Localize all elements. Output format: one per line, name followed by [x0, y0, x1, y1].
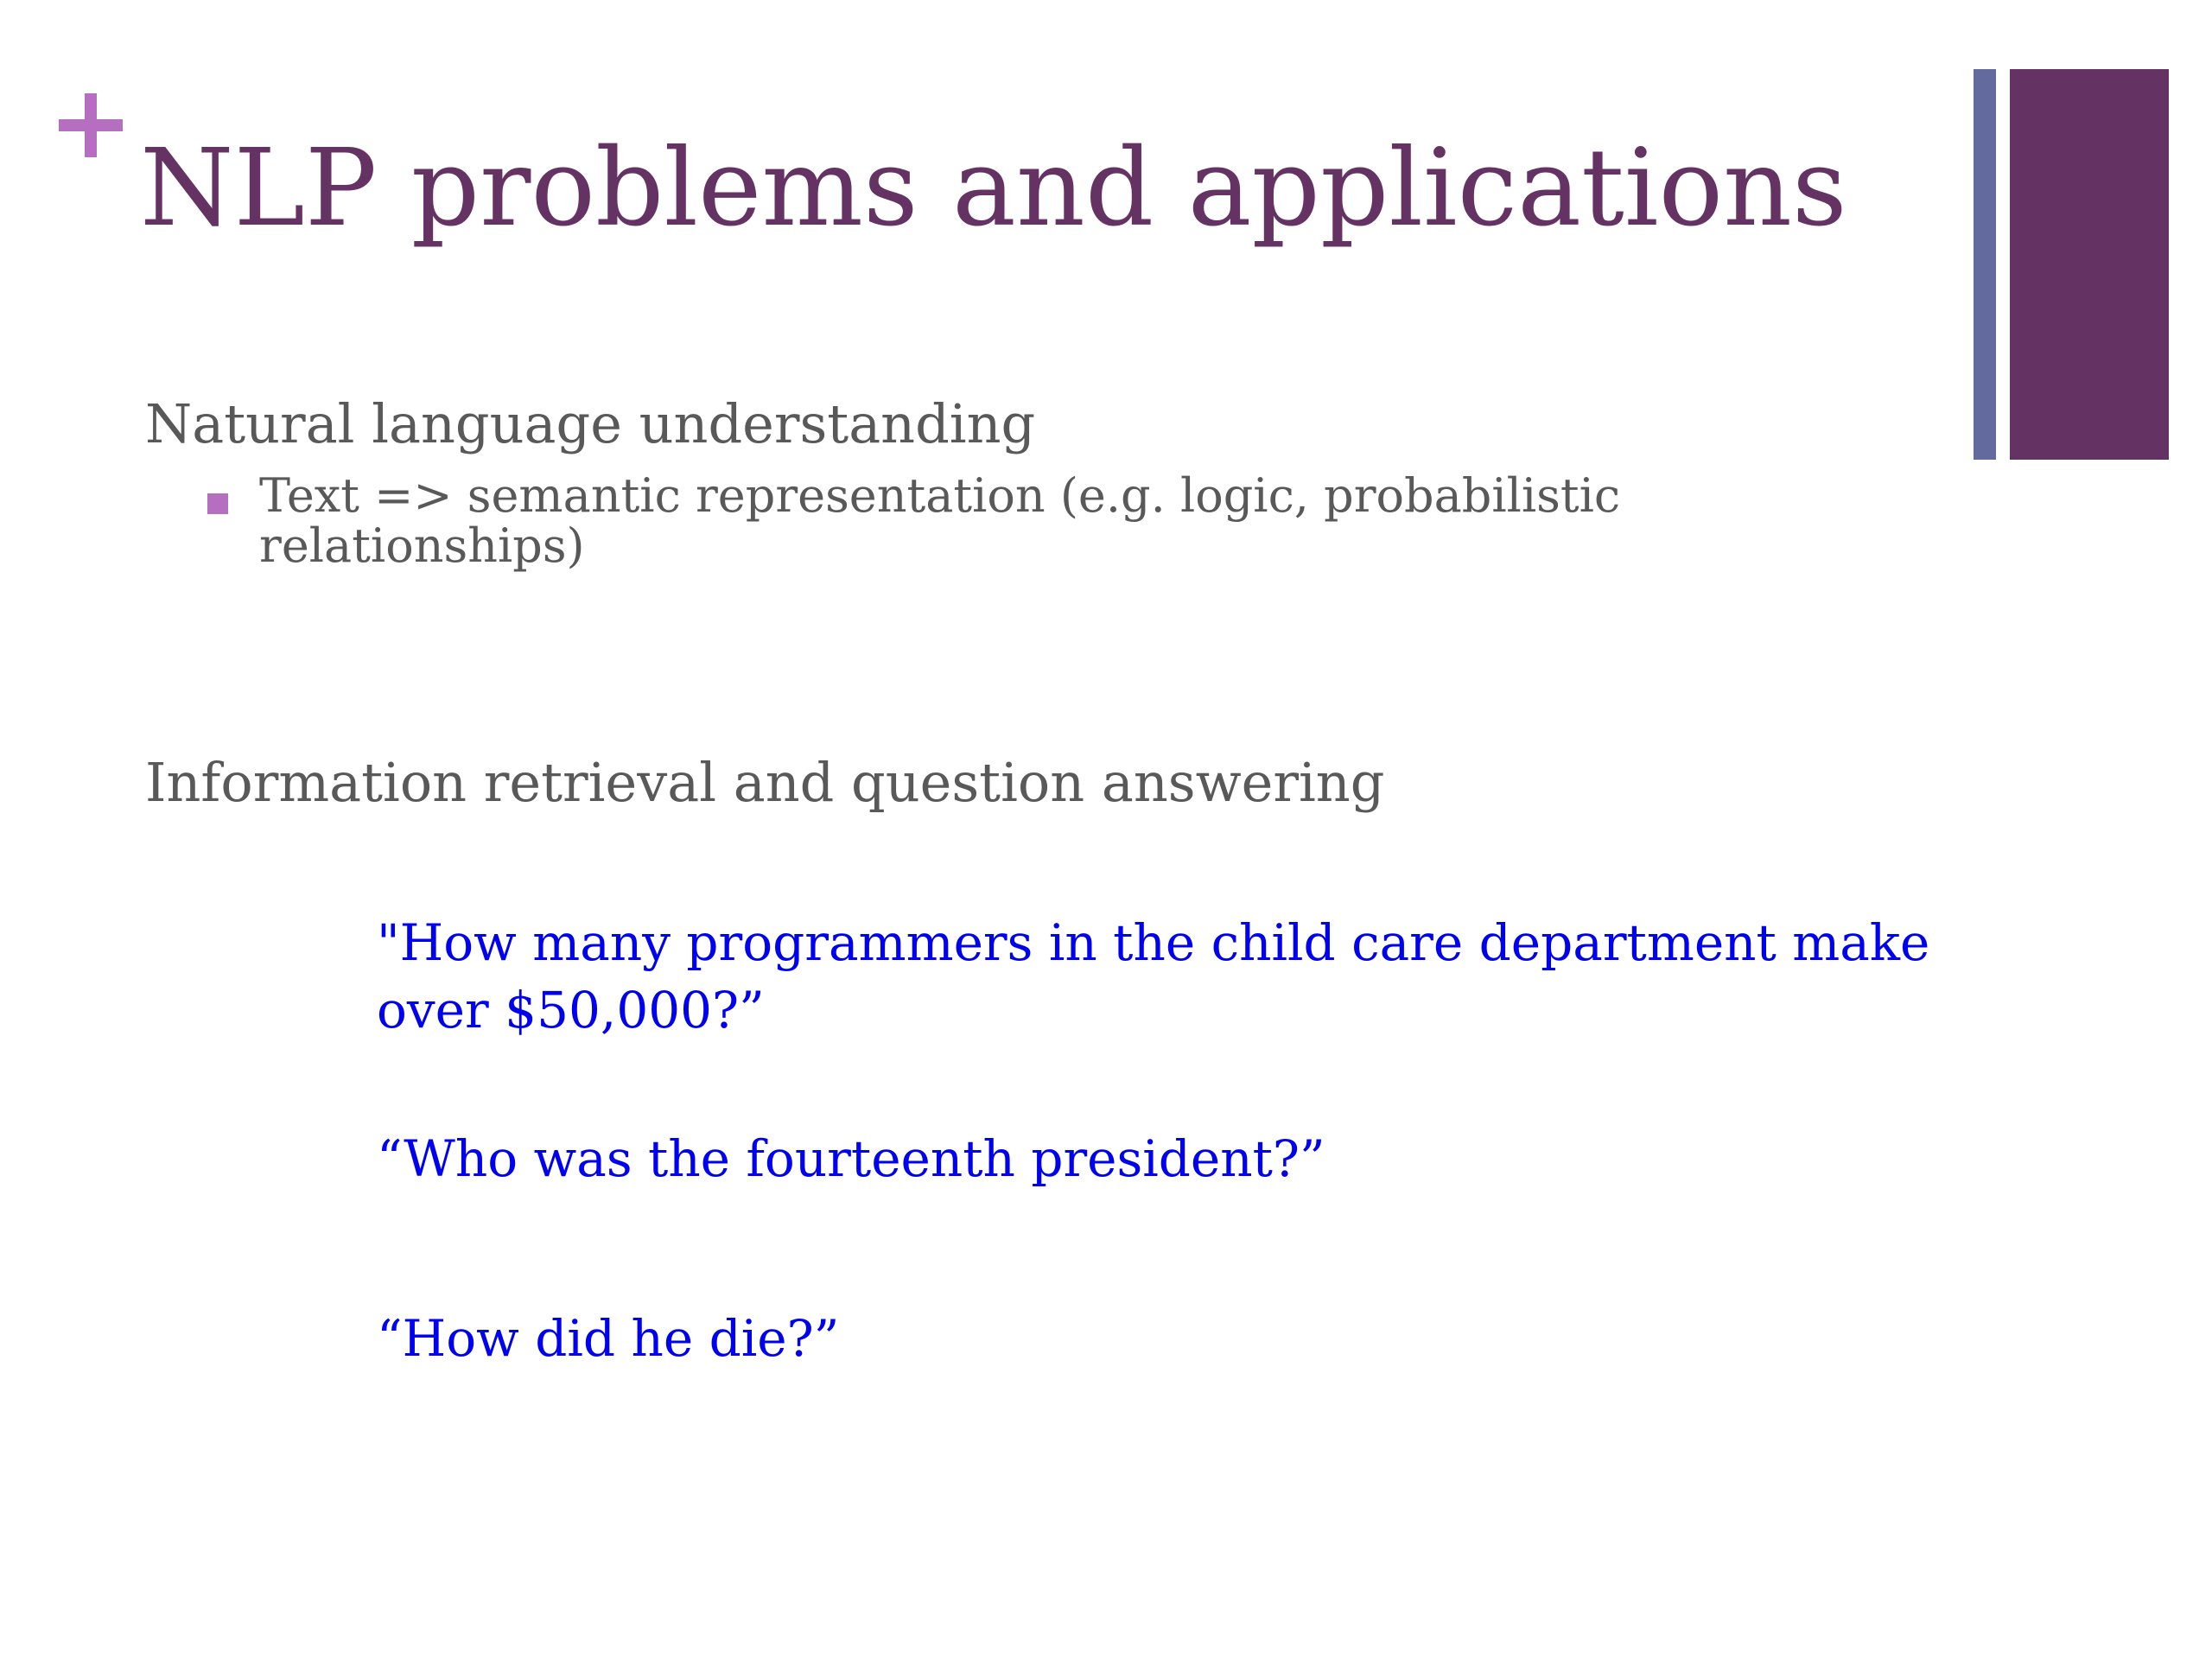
section-heading-nlu: Natural language understanding [145, 392, 1036, 455]
bullet-text: Text => semantic representation (e.g. logic, probabilistic relationships) [259, 468, 1621, 573]
decorative-bar-wide [2010, 69, 2169, 460]
question-example-3: “How did he die?” [377, 1309, 840, 1368]
plus-icon [59, 93, 123, 157]
section-heading-ir-qa: Information retrieval and question answering [145, 751, 1385, 814]
square-bullet-icon [207, 493, 228, 514]
question-example-2: “Who was the fourteenth president?” [377, 1129, 1325, 1188]
question-example-1: "How many programmers in the child care department make over $50,000?” [377, 913, 1930, 1039]
slide-title: NLP problems and applications [140, 126, 1847, 251]
decorative-bar-thin [1974, 69, 1996, 460]
